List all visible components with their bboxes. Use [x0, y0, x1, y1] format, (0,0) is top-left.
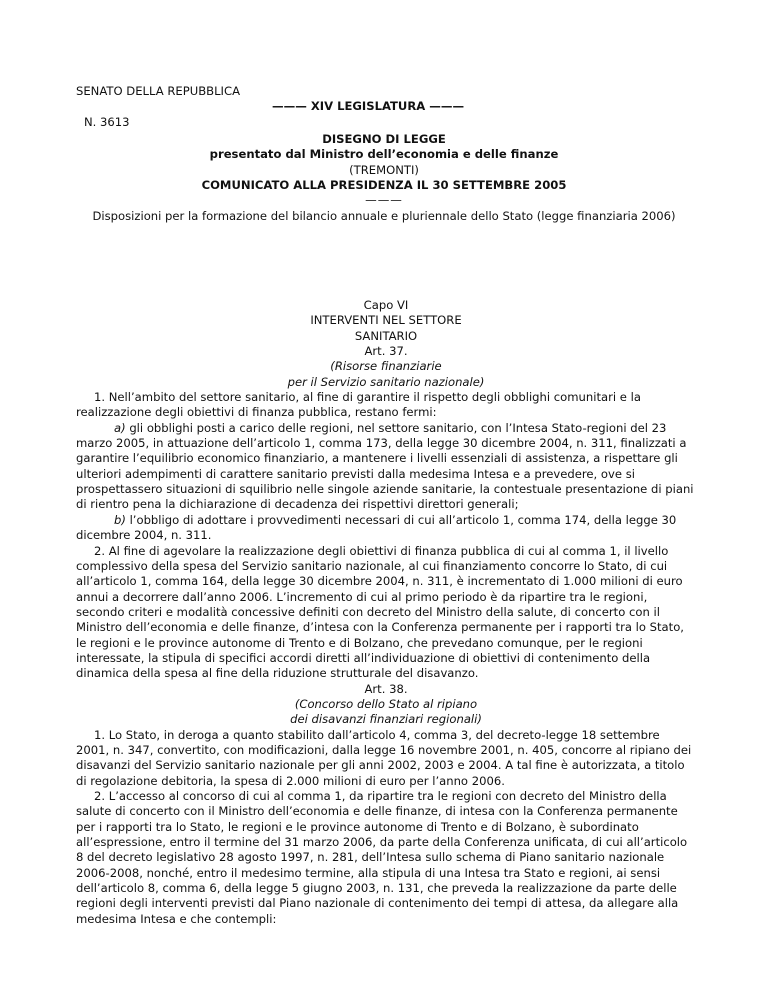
chapter-title-line1: INTERVENTI NEL SETTORE	[310, 313, 462, 328]
article-38-label: Art. 38.	[364, 681, 408, 696]
letter-a-text: gli obblighi posti a carico delle regioni, nel settore sanitario, con l’Intesa Stato-regioni del 23 marzo 2005, in attuazione dell’articolo 1, comma 173, della legge 30 dicembre 2004, n. 311, finalizzati a garantire l’equilibrio economico finanziario, a mantenere i livelli essenziali di assistenza, a rispettare gli ulteriori adempimenti di carattere sanitario previsti dalla medesima Intesa e a prevedere, ove si prospettassero situazioni di squilibrio nelle singole aziende sanitarie, la contestuale presentazione di piani di rientro pena la dichiarazione di decadenza dei rispettivi direttori generali;	[76, 420, 694, 512]
article-38-heading-line1: (Concorso dello Stato al ripiano	[294, 696, 478, 711]
bill-type: DISEGNO DI LEGGE	[322, 132, 446, 146]
article-37-heading-line1: (Risorse finanziarie	[330, 359, 442, 374]
letter-a-marker: a)	[114, 420, 126, 435]
bill-subject: Disposizioni per la formazione del bilancio annuale e pluriennale dello Stato (legge finanziaria 2006)	[92, 208, 676, 223]
article-37-comma-2: 2. Al fine di agevolare la realizzazione degli obiettivi di finanza pubblica di cui al comma 1, il livello complessivo della spesa del Servizio sanitario nazionale, al cui finanziamento concorre lo Stato, di cui all’articolo 1, comma 164, della legge 30 dicembre 2004, n. 311, è incrementato di 1.000 milioni di euro annui a decorrere dall’anno 2006. L’incremento di cui al primo periodo è da ripartire tra le regioni, secondo criteri e modalità concessive definiti con decreto del Ministro della salute, di concerto con il Ministro dell’economia e delle finanze, d’intesa con la Conferenza permanente per i rapporti tra lo Stato, le regioni e le province autonome di Trento e di Bolzano, che prevedano comunque, per le regioni interessate, la stipula di specifici accordi diretti all’individuazione di obiettivi di contenimento della dinamica della spesa al fine della riduzione strutturale del disavanzo.	[76, 543, 684, 681]
article-37-letter-b	[76, 513, 696, 544]
letter-b-text: l’obbligo di adottare i provvedimenti necessari di cui all’articolo 1, comma 174, della legge 30 dicembre 2004, n. 311.	[76, 512, 677, 543]
article-37-letter-a	[76, 421, 696, 513]
article-37-heading-line2: per il Servizio sanitario nazionale)	[287, 374, 485, 389]
legislature-label: ——— XIV LEGISLATURA ———	[272, 99, 465, 114]
chapter-title-line2: SANITARIO	[354, 328, 418, 343]
bill-body	[76, 298, 696, 927]
article-37-label: Art. 37.	[364, 344, 408, 359]
communicated-date: COMUNICATO ALLA PRESIDENZA IL 30 SETTEMBRE 2005	[201, 178, 567, 193]
bill-number: N. 3613	[84, 114, 130, 129]
article-37-comma-1: 1. Nell’ambito del settore sanitario, al fine di garantire il rispetto degli obblighi comunitari e la realizzazione degli obiettivi di finanza pubblica, restano fermi:	[76, 390, 641, 420]
minister-name: (TREMONTI)	[349, 162, 419, 177]
title-separator: ———	[365, 193, 403, 208]
senate-name: SENATO DELLA REPUBBLICA	[76, 84, 241, 98]
letter-b-marker: b)	[114, 512, 126, 527]
chapter-label: Capo VI	[363, 298, 409, 312]
article-38-comma-1: 1. Lo Stato, in deroga a quanto stabilito dall’articolo 4, comma 3, del decreto-legge 18 settembre 2001, n. 347, convertito, con modificazioni, dalla legge 16 novembre 2001, n. 405, concorre al ripiano dei disavanzi del Servizio sanitario nazionale per gli anni 2002, 2003 e 2004. A tal fine è autorizzata, a titolo di regolazione debitoria, la spesa di 2.000 milioni di euro per l’anno 2006.	[76, 727, 692, 788]
article-38-comma-2: 2. L’accesso al concorso di cui al comma 1, da ripartire tra le regioni con decreto del Ministro della salute di concerto con il Ministro dell’economia e delle finanze, di intesa con la Conferenza permanente per i rapporti tra lo Stato, le regioni e le province autonome di Trento e di Bolzano, è subordinato all’espressione, entro il termine del 31 marzo 2006, da parte della Conferenza unificata, di cui all’articolo 8 del decreto legislativo 28 agosto 1997, n. 281, dell’Intesa sullo schema di Piano sanitario nazionale 2006-2008, nonché, entro il medesimo termine, alla stipula di una Intesa tra Stato e regioni, ai sensi dell’articolo 8, comma 6, della legge 5 giugno 2003, n. 131, che preveda la realizzazione da parte delle regioni degli interventi previsti dal Piano nazionale di contenimento dei tempi di attesa, da allegare alla medesima Intesa e che contempli:	[76, 789, 688, 926]
bill-title-block	[0, 132, 768, 224]
article-38-heading-line2: dei disavanzi finanziari regionali)	[290, 712, 482, 727]
presented-by: presentato dal Ministro dell’economia e delle finanze	[209, 147, 559, 162]
